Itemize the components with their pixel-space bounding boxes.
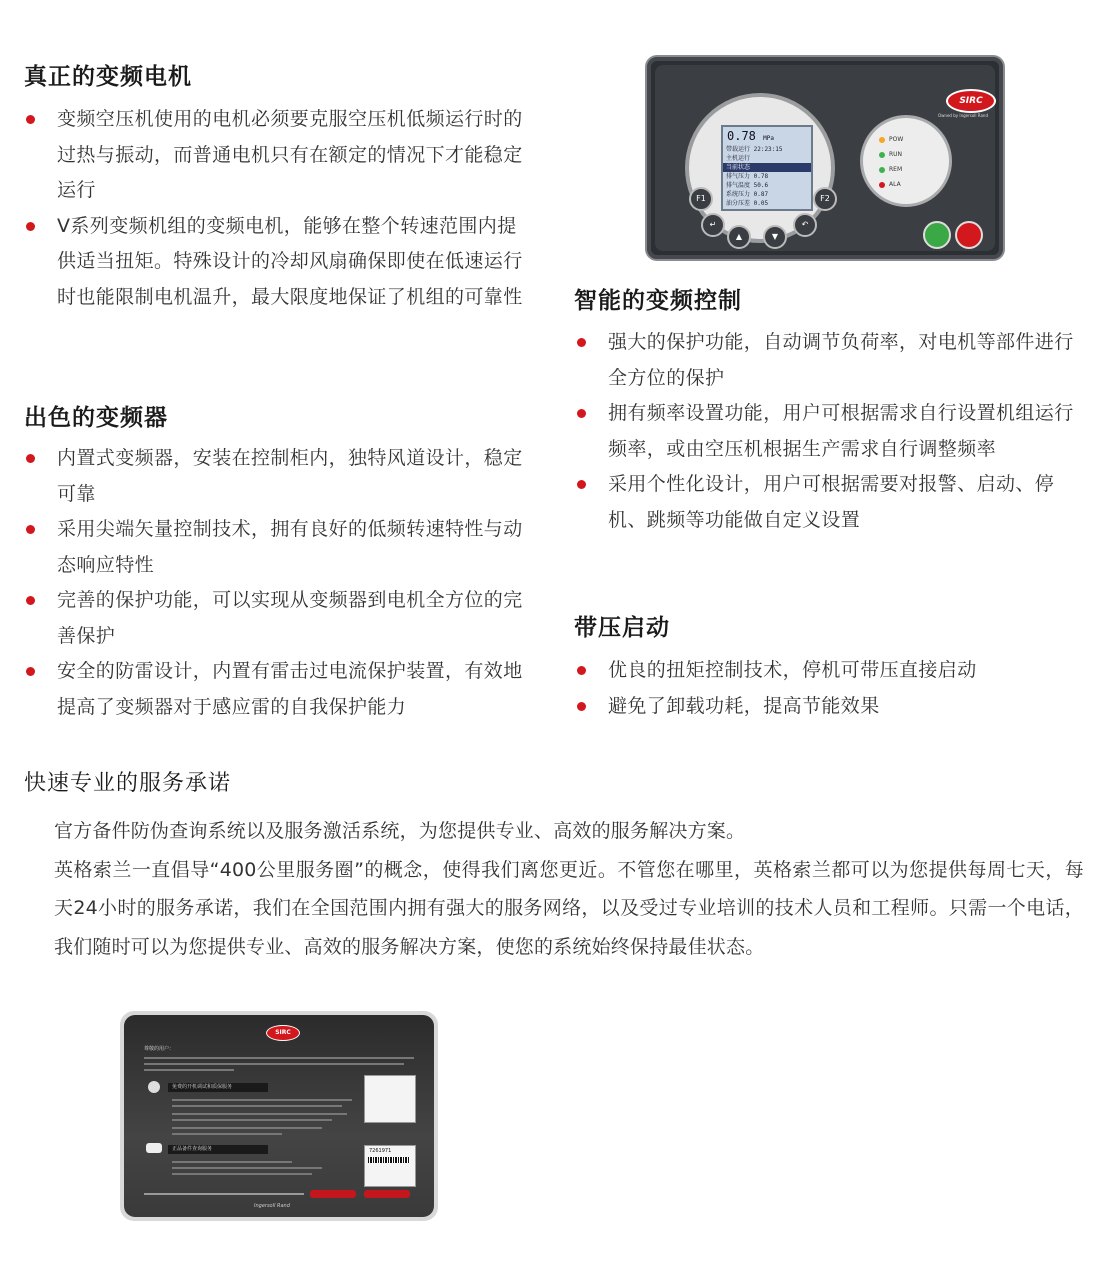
- lcd-row: 排气温度 50.6: [726, 182, 769, 189]
- card-text-line: [172, 1173, 312, 1175]
- card-text-line: [172, 1099, 352, 1101]
- barcode-icon: [368, 1157, 410, 1163]
- heading-inverter: 出色的变频器: [24, 405, 168, 431]
- rem-led-icon: [879, 167, 885, 173]
- list-item: 避免了卸载功耗，提高节能效果: [577, 689, 1083, 725]
- lcd-screen: [721, 125, 813, 211]
- indicator-label: REM: [889, 166, 903, 173]
- card-text-line: [172, 1161, 292, 1163]
- pow-led-icon: [879, 137, 885, 143]
- lcd-pressure-readout: [723, 127, 811, 145]
- list-inverter-motor: [26, 102, 532, 315]
- heading-pressure-start: 带压启动: [574, 615, 670, 641]
- wrench-icon: [148, 1081, 160, 1093]
- list-item: 强大的保护功能，自动调节负荷率，对电机等部件进行全方位的保护: [577, 325, 1083, 396]
- f2-key: F2: [813, 187, 837, 211]
- card-hotline-badge: [310, 1190, 356, 1198]
- down-arrow-icon: ▼: [763, 225, 787, 249]
- lcd-row: 排气压力 0.78: [726, 173, 769, 180]
- service-card-image: [120, 1011, 438, 1221]
- list-inverter: [26, 441, 532, 725]
- heading-smart-control: 智能的变频控制: [574, 288, 742, 314]
- card-text-line: [144, 1057, 414, 1059]
- indicator-label: RUN: [889, 151, 903, 158]
- service-para-2: 英格索兰一直倡导“400公里服务圈”的概念，使得我们离您更近。不管您在哪里，英格索兰都可以为您提供每周七天，每天24小时的服务承诺，我们在全国范围内拥有强大的服务网络，以及受过专业培训的技术人员和工程师。只需一个电话，我们随时可以为您提供专业、高效的服务解决方案，使您的系统始终保持最佳状态。: [54, 858, 1084, 958]
- lcd-row: 主机运行: [726, 155, 751, 162]
- stop-button-icon: [955, 221, 983, 249]
- card-hotline-badge: [364, 1190, 410, 1198]
- card-text-line: [172, 1127, 322, 1129]
- list-pressure-start: [577, 653, 1083, 724]
- phone-icon: [146, 1143, 162, 1153]
- card-label-sticker: [364, 1075, 416, 1123]
- run-led-icon: [879, 152, 885, 158]
- list-item: V系列变频机组的变频电机，能够在整个转速范围内提供适当扭矩。特殊设计的冷却风扇确保即使在低速运行时也能限制电机温升，最大限度地保证了机组的可靠性: [26, 209, 532, 316]
- lcd-pressure-value: 0.78: [727, 129, 756, 143]
- list-item: 完善的保护功能，可以实现从变频器到电机全方位的完善保护: [26, 583, 532, 654]
- list-item: 拥有频率设置功能，用户可根据需求自行设置机组运行频率，或由空压机根据生产需求自行调整频率: [577, 396, 1083, 467]
- up-arrow-icon: ▲: [727, 225, 751, 249]
- list-item: 优良的扭矩控制技术，停机可带压直接启动: [577, 653, 1083, 689]
- list-item: 变频空压机使用的电机必须要克服空压机低频运行时的过热与振动，而普通电机只有在额定的情况下才能稳定运行: [26, 102, 532, 209]
- enter-key-icon: ↵: [701, 213, 725, 237]
- indicator-label: POW: [889, 136, 904, 143]
- lcd-row: 当前状态: [723, 163, 811, 172]
- lcd-row: 系统压力 0.87: [726, 191, 769, 198]
- card-footer-brand: Ingersoll Rand: [254, 1203, 290, 1209]
- list-smart-control: [577, 325, 1083, 538]
- card-text-line: [172, 1105, 342, 1107]
- card-text-line: [172, 1167, 322, 1169]
- list-item: 采用个性化设计，用户可根据需要对报警、启动、停机、跳频等功能做自定义设置: [577, 467, 1083, 538]
- service-card-face: [124, 1015, 434, 1217]
- lcd-row: 油分压差 0.05: [726, 200, 769, 207]
- service-para-1: 官方备件防伪查询系统以及服务激活系统，为您提供专业、高效的服务解决方案。: [54, 820, 746, 842]
- controller-panel-image: [645, 55, 1005, 261]
- card-text-line: [172, 1113, 347, 1115]
- card-text-line: [144, 1069, 234, 1071]
- controller-panel-face: [655, 65, 995, 251]
- service-body: [54, 812, 1084, 966]
- card-sirc-logo: SIRC: [266, 1025, 300, 1041]
- list-item: 安全的防雷设计，内置有雷击过电流保护装置，有效地提高了变频器对于感应雷的自我保护能力: [26, 654, 532, 725]
- logo-tagline: Owned by Ingersoll Rand: [938, 113, 989, 118]
- card-text-line: [144, 1063, 404, 1065]
- card-text-line: [172, 1133, 282, 1135]
- card-footer-text: [144, 1193, 304, 1195]
- lcd-pressure-unit: MPa: [763, 135, 774, 142]
- ala-led-icon: [879, 182, 885, 188]
- card-barcode-sticker: [364, 1145, 416, 1187]
- back-key-icon: ↶: [793, 213, 817, 237]
- indicator-label: ALA: [889, 181, 901, 188]
- list-item: 采用尖端矢量控制技术，拥有良好的低频转速特性与动态响应特性: [26, 512, 532, 583]
- sirc-logo: SIRC: [946, 89, 996, 113]
- indicator-ring: [860, 115, 952, 207]
- card-text-line: [172, 1119, 332, 1121]
- list-item: 内置式变频器，安装在控制柜内，独特风道设计，稳定可靠: [26, 441, 532, 512]
- card-section-bar: 免费的开机调试和质保服务: [168, 1083, 268, 1092]
- card-serial: 7261971: [369, 1148, 392, 1154]
- card-section-bar: 正品备件查询服务: [168, 1145, 268, 1154]
- heading-inverter-motor: 真正的变频电机: [24, 64, 192, 90]
- heading-service: 快速专业的服务承诺: [24, 771, 232, 796]
- f1-key: F1: [689, 187, 713, 211]
- lcd-row: 带载运行 22:23:15: [726, 146, 783, 153]
- start-button-icon: [923, 221, 951, 249]
- card-heading: 尊敬的用户：: [144, 1046, 175, 1052]
